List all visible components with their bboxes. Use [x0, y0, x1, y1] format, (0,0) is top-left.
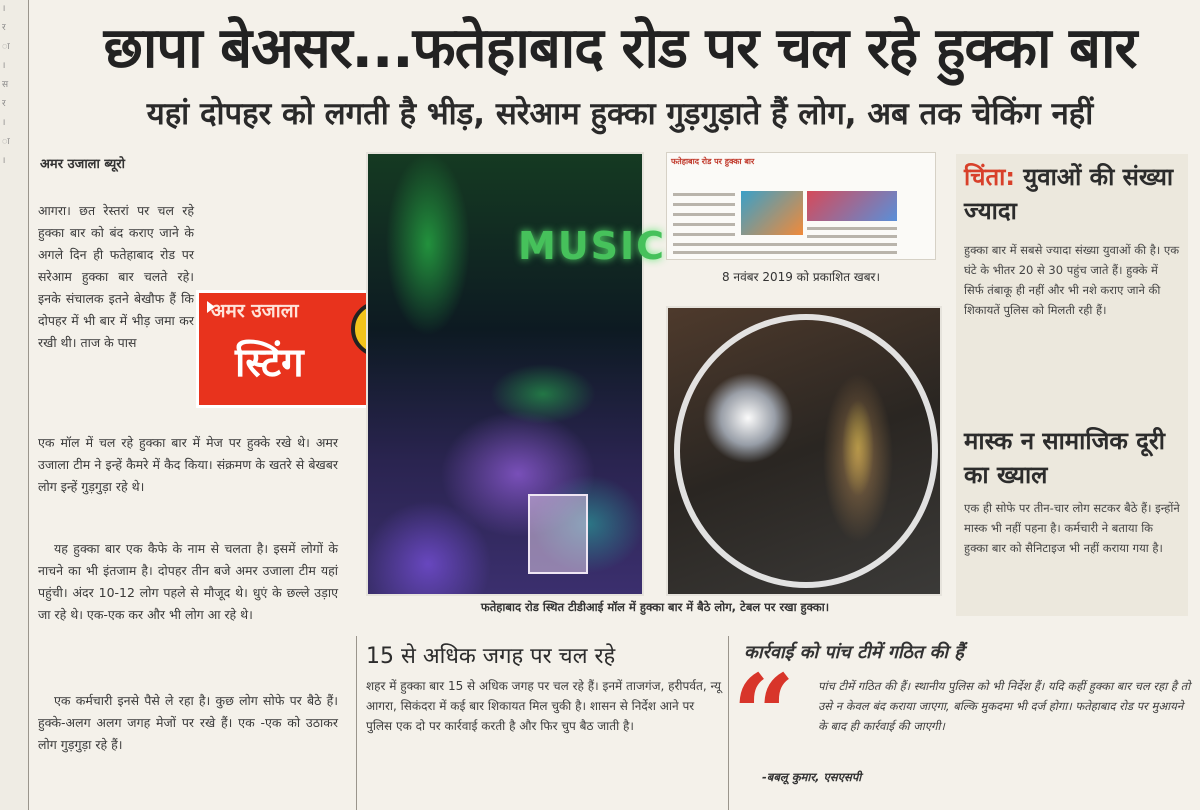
column-divider: [356, 636, 357, 810]
main-story-para-2: एक मॉल में चल रहे हुक्का बार में मेज पर हुक्के रखे थे। अमर उजाला टीम ने इन्हें कैमरे में कैद किया। संक्रमण के खतरे से बेखबर लोग इन्हें गुड़गुड़ा रहे थे।: [38, 435, 338, 494]
clipping-caption: 8 नवंबर 2019 को प्रकाशित खबर।: [721, 270, 881, 284]
adjacent-column-strip: । र ा । स र । ा ।: [0, 0, 28, 810]
quote-attribution: -बबलू कुमार, एसएसपी: [762, 770, 862, 784]
clipping-header: फतेहाबाद रोड पर हुक्का बार: [671, 157, 755, 166]
sting-badge-brand: अमर उजाला: [211, 300, 299, 322]
hookah-bar-photo: [366, 152, 667, 596]
sidebar-body-2: एक ही सोफे पर तीन-चार लोग सटकर बैठे हैं। इन्होंने मास्क भी नहीं पहना है। कर्मचारी ने बताया कि हुक्का बार को सैनिटाइज भी नहीं कराया गया है।: [964, 501, 1180, 555]
sidebar-heading-1-text: युवाओं की संख्या ज्यादा: [964, 163, 1174, 225]
byline: अमर उजाला ब्यूरो: [40, 157, 125, 172]
sidebar-heading-1-accent: चिंता:: [964, 163, 1015, 191]
quote-marks-icon: “: [732, 650, 796, 779]
sidebar-heading-1: [964, 160, 1184, 228]
hookah-on-table: [528, 494, 588, 574]
camera-lens-ring: [674, 314, 938, 588]
clipping-photo: [741, 191, 803, 235]
music-neon-sign: MUSIC: [518, 224, 667, 268]
quote-heading: कार्रवाई को पांच टीमें गठित की हैं: [744, 642, 964, 663]
sidebar-body-1: हुक्का बार में सबसे ज्यादा संख्या युवाओं की है। एक घंटे के भीतर 20 से 30 पहुंच जाते हैं। हुक्के में सिर्फ तंबाकू ही नहीं और भी नशे कराए जाने की शिकायतें पुलिस को मिलती रही हैं।: [964, 243, 1180, 317]
main-story-para-3: यह हुक्का बार एक कैफे के नाम से चलता है। इसमें लोगों के नाचने का भी इंतजाम है। दोपहर तीन बजे अमर उजाला टीम यहां पहुंची। अंदर 10-12 लोग पहले से मौजूद थे। धुएं के छल्ले उड़ाए जा रहे थे। एक-एक कर और भी लोग आ रहे थे।: [38, 541, 338, 622]
subheadline: यहां दोपहर को लगती है भीड़, सरेआम हुक्का गुड़गुड़ाते हैं लोग, अब तक चेकिंग नहीं: [146, 96, 1094, 132]
hookah-closeup-photo: [666, 306, 942, 596]
column-divider: [728, 636, 729, 810]
sidebar-heading-2: मास्क न सामाजिक दूरी का ख्याल: [964, 427, 1165, 489]
headline: छापा बेअसर...फतेहाबाद रोड पर चल रहे हुक्का बार: [103, 16, 1137, 81]
main-story-para-1: आगरा। छत रेस्तरां पर चल रहे हुक्का बार को बंद कराए जाने के अगले दिन ही फतेहाबाद रोड पर सरेआम हुक्का बार चलते रहे। इनके संचालक इतने बेखौफ हैं कि दोपहर में भी बार में भीड़ जमा कर रखी थी। ताज के पास: [38, 203, 194, 350]
bottom-story-body: शहर में हुक्का बार 15 से अधिक जगह पर चल रहे हैं। इनमें ताजगंज, हरीपर्वत, न्यू आगरा, सिकंदरा में कई बार शिकायत मिल चुकी है। शासन से निर्देश आने पर पुलिस एक दो पर कार्रवाई करती है और फिर चुप बैठ जाती है।: [366, 679, 721, 733]
sidebar-box: [956, 154, 1188, 616]
main-story-para-4: एक कर्मचारी इनसे पैसे ले रहा है। कुछ लोग सोफे पर बैठे हैं। हुक्के-अलग अलग जगह मेजों पर रखे हैं। एक -एक को उठाकर लोग गुड़गुड़ा रहे हैं।: [38, 693, 338, 752]
column-divider: [28, 0, 29, 810]
bottom-story-heading: 15 से अधिक जगह पर चल रहे: [366, 644, 616, 669]
photo-caption: फतेहाबाद रोड स्थित टीडीआई मॉल में हुक्का बार में बैठे लोग, टेबल पर रखा हुक्का।: [480, 600, 830, 614]
quote-body: पांच टीमें गठित की हैं। स्थानीय पुलिस को भी निर्देश हैं। यदि कहीं हुक्का बार चल रहा है तो उसे न केवल बंद कराया जाएगा, बल्कि मुकदमा भी दर्ज होगा। फतेहाबाद रोड पर मुआयने के बाद ही कार्रवाई की जाएगी।: [818, 679, 1191, 733]
clipping-photo: [807, 191, 897, 221]
old-news-clipping: [666, 152, 936, 260]
sting-badge-title: स्टिंग: [235, 340, 304, 386]
